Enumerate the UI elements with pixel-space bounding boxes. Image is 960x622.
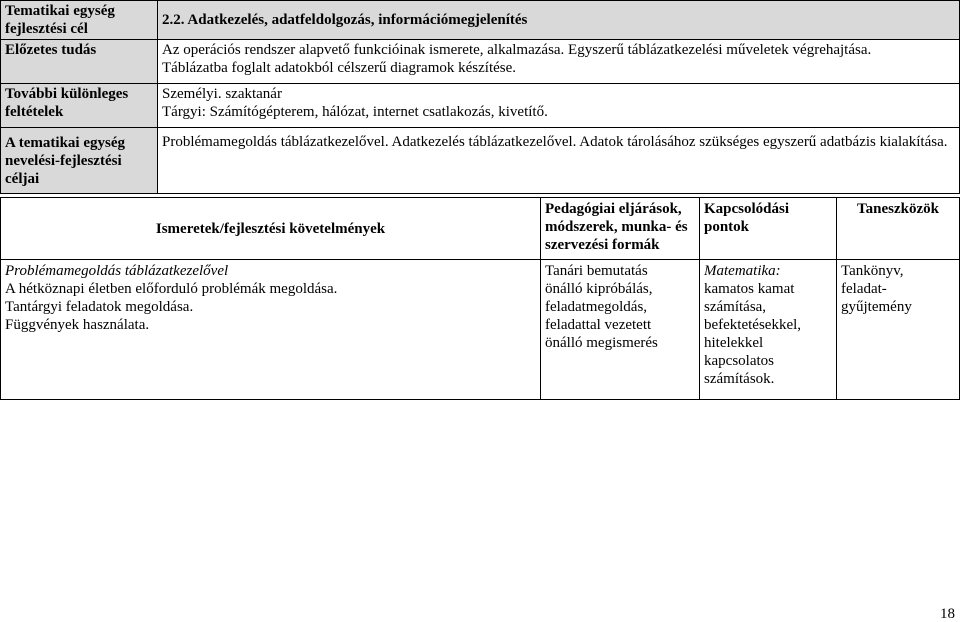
special-conditions-line: Tárgyi: Számítógépterem, hálózat, internet csatlakozás, kivetítő. bbox=[162, 104, 548, 120]
goals-content: Problémamegoldás táblázatkezelővel. Adatkezelés táblázatkezelővel. Adatok tárolásához szükséges egyszerű adatbázis kialakítása. bbox=[158, 128, 960, 194]
table-row bbox=[1, 260, 960, 400]
prior-knowledge-row bbox=[1, 40, 960, 84]
connections-cell bbox=[700, 260, 837, 400]
connections-line: számítások. bbox=[704, 371, 775, 387]
connections-line: hitelekkel bbox=[704, 335, 764, 351]
special-conditions-row bbox=[1, 84, 960, 128]
prior-knowledge-content bbox=[158, 40, 960, 84]
topic-row bbox=[1, 1, 960, 40]
prior-knowledge-line: Az operációs rendszer alapvető funkcióinak ismerete, alkalmazása. Egyszerű táblázatkezelési műveletek végrehajtása. bbox=[162, 42, 872, 58]
methods-line: feladatmegoldás, bbox=[545, 299, 648, 315]
methods-line: önálló megismerés bbox=[545, 335, 658, 351]
curriculum-table bbox=[0, 197, 960, 400]
knowledge-title: Problémamegoldás táblázatkezelővel bbox=[5, 263, 229, 279]
topic-info-table bbox=[0, 0, 960, 194]
header-knowledge: Ismeretek/fejlesztési követelmények bbox=[1, 198, 541, 260]
knowledge-item: Függvények használata. bbox=[5, 317, 150, 333]
header-connections: Kapcsolódási pontok bbox=[700, 198, 837, 260]
methods-line: feladattal vezetett bbox=[545, 317, 652, 333]
topic-label: Tematikai egység fejlesztési cél bbox=[1, 1, 158, 40]
header-tools: Taneszközök bbox=[837, 198, 960, 260]
header-methods: Pedagógiai eljárások, módszerek, munka- és szervezési formák bbox=[541, 198, 700, 260]
special-conditions-label: További különleges feltételek bbox=[1, 84, 158, 128]
prior-knowledge-line: Táblázatba foglalt adatokból célszerű diagramok készítése. bbox=[162, 60, 517, 76]
special-conditions-content bbox=[158, 84, 960, 128]
knowledge-item: Tantárgyi feladatok megoldása. bbox=[5, 299, 194, 315]
goals-row bbox=[1, 128, 960, 194]
tools-line: gyűjtemény bbox=[841, 299, 912, 315]
prior-knowledge-label: Előzetes tudás bbox=[1, 40, 158, 84]
methods-line: Tanári bemutatás bbox=[545, 263, 648, 279]
special-conditions-line: Személyi. szaktanár bbox=[162, 86, 282, 102]
knowledge-cell bbox=[1, 260, 541, 400]
connections-line: kamatos kamat bbox=[704, 281, 795, 297]
connections-subject: Matematika: bbox=[704, 263, 781, 279]
connections-line: befektetésekkel, bbox=[704, 317, 802, 333]
tools-line: feladat- bbox=[841, 281, 887, 297]
topic-title: 2.2. Adatkezelés, adatfeldolgozás, információmegjelenítés bbox=[158, 1, 960, 40]
header-row bbox=[1, 198, 960, 260]
methods-line: önálló kipróbálás, bbox=[545, 281, 653, 297]
connections-line: számítása, bbox=[704, 299, 767, 315]
connections-line: kapcsolatos bbox=[704, 353, 774, 369]
goals-label: A tematikai egység nevelési-fejlesztési céljai bbox=[1, 128, 158, 194]
methods-cell bbox=[541, 260, 700, 400]
page-number: 18 bbox=[940, 606, 955, 622]
knowledge-item: A hétköznapi életben előforduló problémák megoldása. bbox=[5, 281, 338, 297]
tools-line: Tankönyv, bbox=[841, 263, 904, 279]
tools-cell bbox=[837, 260, 960, 400]
